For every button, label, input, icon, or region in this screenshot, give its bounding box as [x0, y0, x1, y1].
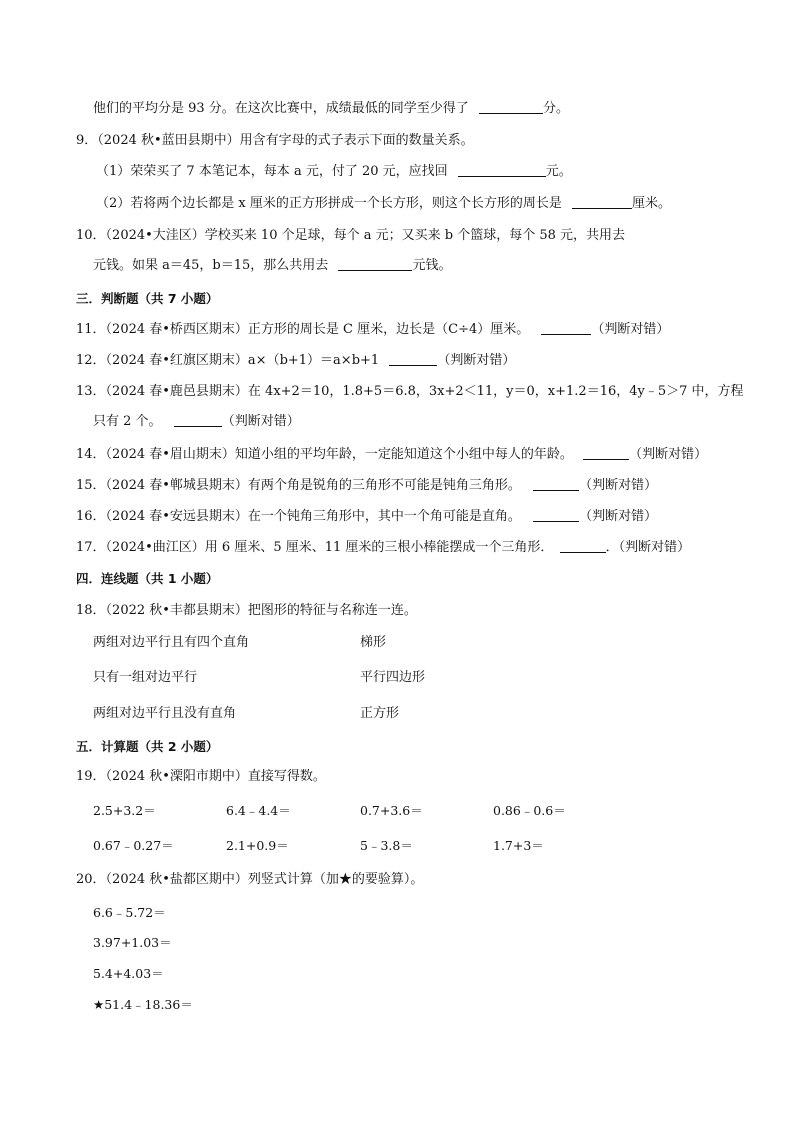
match-left-item[interactable]: 只有一组对边平行: [93, 670, 198, 685]
answer-blank[interactable]: [560, 539, 606, 553]
q12: [76, 352, 515, 370]
vertical-calc-item: 3.97+1.03＝: [93, 935, 172, 950]
vertical-calc-item: 6.6﹣5.72＝: [93, 905, 166, 920]
section-heading-matching: 四．连线题（共 1 小题）: [76, 571, 219, 586]
q17: [76, 539, 690, 557]
q10-line2: [93, 257, 451, 275]
answer-blank[interactable]: [479, 100, 543, 114]
q10-line2-text: 元钱。如果 a＝45，b＝15，那么共用去: [93, 258, 329, 273]
mental-math-item: 5﹣3.8＝: [360, 838, 413, 853]
match-right-item[interactable]: 梯形: [360, 635, 387, 650]
q9-part2-text: （2）若将两个边长都是 x 厘米的正方形拼成一个长方形，则这个长方形的周长是: [96, 196, 562, 211]
answer-blank[interactable]: [458, 163, 546, 177]
q19-stem: 19．（2024 秋•溧阳市期中）直接写得数。: [76, 769, 326, 784]
mental-math-item: 2.1+0.9＝: [226, 838, 289, 853]
answer-blank[interactable]: [533, 508, 579, 522]
q17-text: 17．（2024•曲江区）用 6 厘米、5 厘米、11 厘米的三根小棒能摆成一个三角形．: [76, 540, 554, 555]
mental-math-item: 1.7+3＝: [493, 838, 544, 853]
q9-part2-unit: 厘米。: [632, 196, 672, 211]
q8-unit: 分。: [542, 101, 569, 116]
q13-line2: [93, 413, 300, 431]
q13-hint: （判断对错）: [221, 414, 300, 429]
q16-hint: （判断对错）: [579, 509, 658, 524]
q11: [76, 321, 669, 339]
mental-math-item: 2.5+3.2＝: [93, 803, 156, 818]
q9-stem: 9．（2024 秋•蓝田县期中）用含有字母的式子表示下面的数量关系。: [76, 133, 474, 148]
q8-text: 他们的平均分是 93 分。在这次比赛中，成绩最低的同学至少得了: [93, 101, 469, 116]
q15: [76, 477, 657, 495]
answer-blank[interactable]: [583, 446, 629, 460]
q15-hint: （判断对错）: [579, 478, 658, 493]
section-heading-calculation: 五．计算题（共 2 小题）: [76, 739, 219, 754]
q16: [76, 508, 657, 526]
q20-stem: 20．（2024 秋•盐都区期中）列竖式计算（加★的要验算）。: [76, 872, 424, 887]
match-right-item[interactable]: 平行四边形: [360, 670, 426, 685]
q13-line2-text: 只有 2 个。: [93, 414, 162, 429]
q12-hint: （判断对错）: [437, 353, 516, 368]
mental-math-item: 0.86﹣0.6＝: [493, 803, 566, 818]
q8-continuation: [93, 100, 569, 118]
vertical-calc-item: ★51.4﹣18.36＝: [93, 997, 193, 1012]
answer-blank[interactable]: [533, 477, 579, 491]
match-left-item[interactable]: 两组对边平行且有四个直角: [93, 635, 250, 650]
mental-math-item: 6.4﹣4.4＝: [226, 803, 291, 818]
match-left-item[interactable]: 两组对边平行且没有直角: [93, 706, 237, 721]
mental-math-item: 0.7+3.6＝: [360, 803, 423, 818]
answer-blank[interactable]: [338, 257, 412, 271]
q14-hint: （判断对错）: [629, 447, 708, 462]
q12-text: 12．（2024 春•红旗区期末）a×（b+1）＝a×b+1: [76, 353, 380, 368]
vertical-calc-item: 5.4+4.03＝: [93, 966, 164, 981]
q9-part2: [96, 195, 671, 213]
q11-text: 11．（2024 春•桥西区期末）正方形的周长是 C 厘米，边长是（C÷4）厘米。: [76, 322, 530, 337]
q14-text: 14．（2024 春•眉山期末）知道小组的平均年龄，一定能知道这个小组中每人的年龄。: [76, 447, 573, 462]
mental-math-item: 0.67﹣0.27＝: [93, 838, 174, 853]
q9-part1-unit: 元。: [545, 164, 572, 179]
match-right-item[interactable]: 正方形: [360, 706, 400, 721]
q14: [76, 446, 707, 464]
answer-blank[interactable]: [174, 413, 222, 427]
q16-text: 16．（2024 春•安远县期末）在一个钝角三角形中，其中一个角可能是直角。: [76, 509, 521, 524]
q10-line1: 10．（2024•大洼区）学校买来 10 个足球，每个 a 元；又买来 b 个篮球，每个 58 元，共用去: [76, 228, 626, 243]
q15-text: 15．（2024 春•郸城县期末）有两个角是锐角的三角形不可能是钝角三角形。: [76, 478, 521, 493]
q13-line1: 13．（2024 春•鹿邑县期末）在 4x+2＝10，1.8+5＝6.8，3x+2＜11，y＝0，x+1.2＝16，4y﹣5＞7 中，方程: [76, 384, 744, 399]
q11-hint: （判断对错）: [591, 322, 670, 337]
section-heading-judge: 三．判断题（共 7 小题）: [76, 291, 219, 306]
answer-blank[interactable]: [389, 352, 437, 366]
q10-unit: 元钱。: [412, 258, 452, 273]
q9-part1-text: （1）荣荣买了 7 本笔记本，每本 a 元，付了 20 元，应找回: [96, 164, 448, 179]
answer-blank[interactable]: [572, 195, 632, 209]
q18-stem: 18．（2022 秋•丰都县期末）把图形的特征与名称连一连。: [76, 603, 417, 618]
q17-hint: ．（判断对错）: [605, 540, 691, 555]
answer-blank[interactable]: [541, 321, 591, 335]
q9-part1: [96, 163, 572, 181]
